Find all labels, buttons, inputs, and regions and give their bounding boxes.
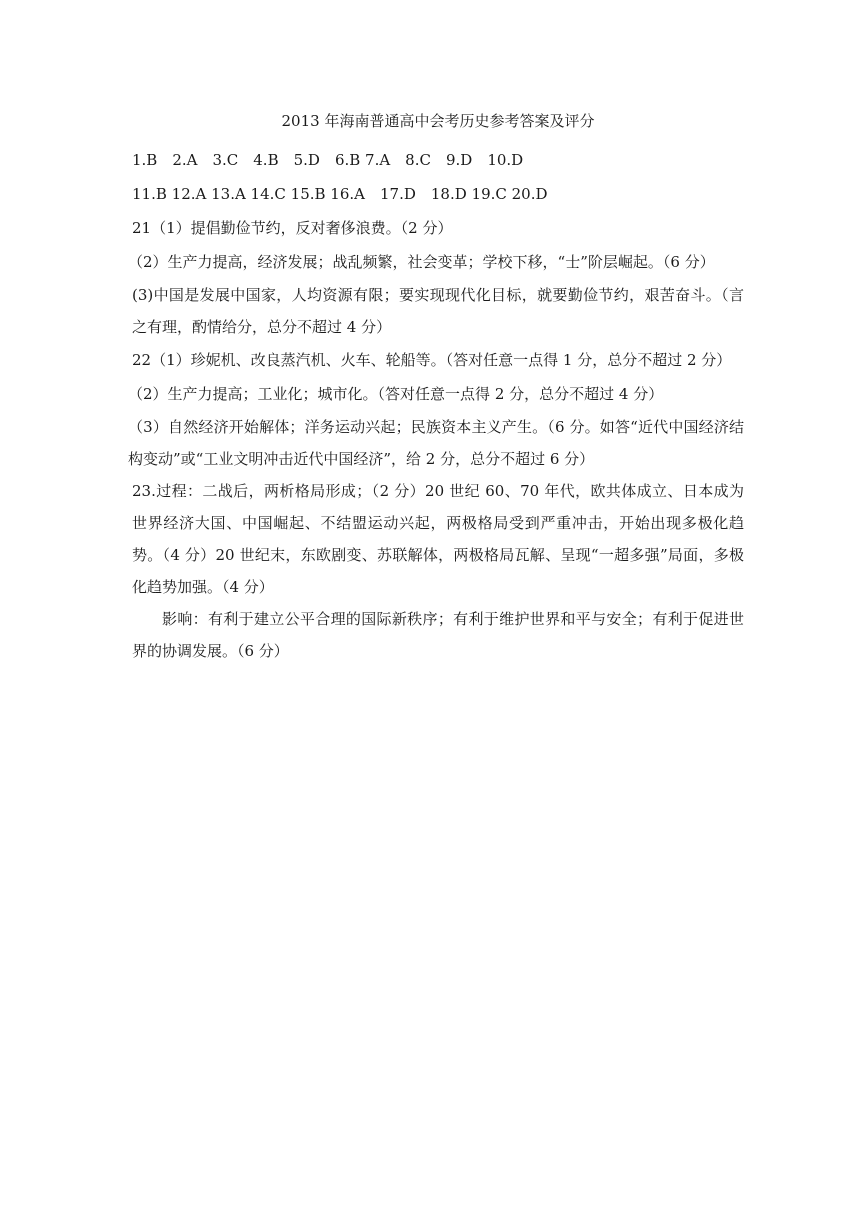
document-title: 2013 年海南普通高中会考历史参考答案及评分 <box>281 112 595 130</box>
q21-part-1: 21（1）提倡勤俭节约，反对奢侈浪费。（2 分） <box>132 219 453 237</box>
q21-part-2: （2）生产力提高，经济发展；战乱频繁，社会变革；学校下移，“士”阶层崛起。（6 分） <box>128 253 715 271</box>
answer-document <box>128 110 744 667</box>
choice-answers-row-2: 11.B 12.A 13.A 14.C 15.B 16.A 17.D 18.D 19.C 20.D <box>132 185 548 203</box>
q22-part-2: （2）生产力提高；工业化；城市化。（答对任意一点得 2 分，总分不超过 4 分） <box>128 385 664 403</box>
q23-process: 23.过程：二战后，两析格局形成；（2 分）20 世纪 60、70 年代，欧共体成立、日本成为世界经济大国、中国崛起、不结盟运动兴起，两极格局受到严重冲击，开始出现多极化趋势。（4 分）20 世纪末，东欧剧变、苏联解体，两极格局瓦解、呈现“一超多强”局面，多极化趋势加强。（4 分） <box>132 482 744 596</box>
q21-part-3: (3)中国是发展中国家，人均资源有限；要实现现代化目标，就要勤俭节约，艰苦奋斗。（言之有理，酌情给分，总分不超过 4 分） <box>132 286 744 336</box>
q22-part-3: （3）自然经济开始解体；洋务运动兴起；民族资本主义产生。（6 分。如答“近代中国经济结构变动”或“工业文明冲击近代中国经济”，给 2 分，总分不超过 6 分） <box>128 418 744 468</box>
choice-answers-row-1: 1.B 2.A 3.C 4.B 5.D 6.B 7.A 8.C 9.D 10.D <box>132 151 524 169</box>
q22-part-1: 22（1）珍妮机、改良蒸汽机、火车、轮船等。（答对任意一点得 1 分，总分不超过 2 分） <box>132 351 732 369</box>
q23-impact: 影响：有利于建立公平合理的国际新秩序；有利于维护世界和平与安全；有利于促进世界的协调发展。（6 分） <box>132 610 744 660</box>
